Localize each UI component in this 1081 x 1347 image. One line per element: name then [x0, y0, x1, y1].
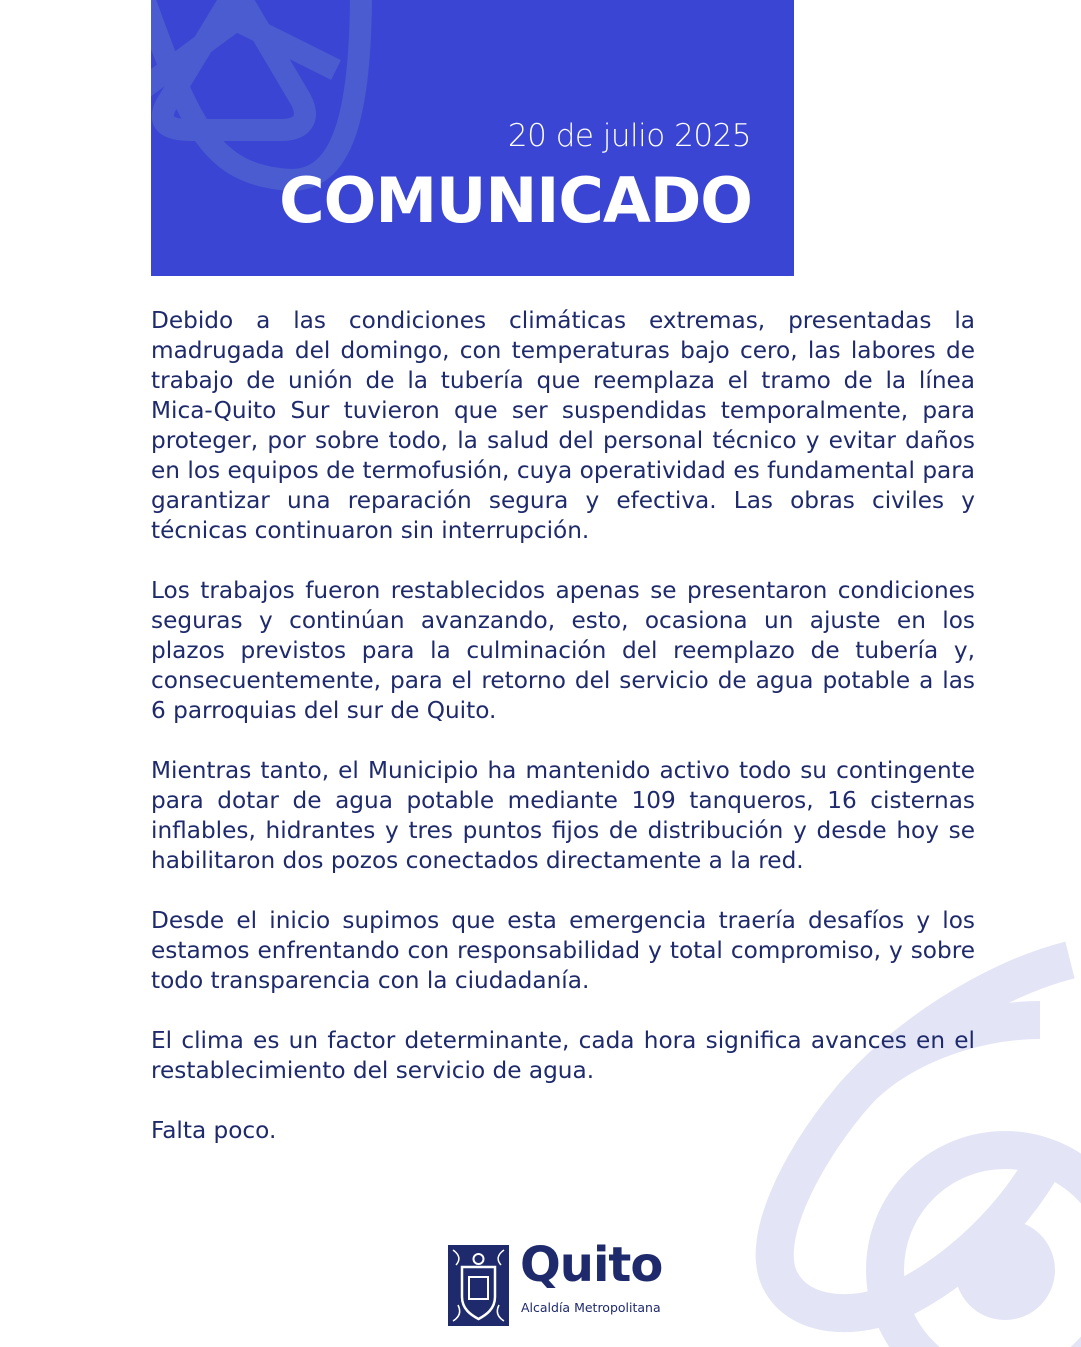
paragraph-4: Desde el inicio supimos que esta emergencia traería desafíos y los estamos enfrentando con responsabilidad y total compromiso, y sobre todo transparencia con la ciudadanía.: [151, 907, 975, 994]
logo-name: Quito: [520, 1237, 663, 1293]
page-title: COMUNICADO: [279, 164, 752, 237]
paragraph-3: Mientras tanto, el Municipio ha mantenido activo todo su contingente para dotar de agua potable mediante 109 tanqueros, 16 cisternas inflables, hidrantes y tres puntos fijos de distribución y desde hoy se habilitaron dos pozos conectados directamente a la red.: [151, 757, 975, 874]
date-label: 20 de julio 2025: [507, 118, 751, 154]
statement-body: [151, 306, 975, 1176]
logo-subtitle: Alcaldía Metropolitana: [521, 1300, 661, 1315]
paragraph-6: Falta poco.: [151, 1117, 277, 1144]
paragraph-2: Los trabajos fueron restablecidos apenas se presentaron condiciones seguras y continúan avanzando, esto, ocasiona un ajuste en los plazos previstos para la culminación del reemplazo de tubería y, consecuentemente, para el retorno del servicio de agua potable a las 6 parroquias del sur de Quito.: [151, 577, 975, 724]
coat-of-arms-icon: [448, 1245, 509, 1326]
header-banner: [151, 0, 794, 276]
paragraph-1: Debido a las condiciones climáticas extremas, presentadas la madrugada del domingo, con temperaturas bajo cero, las labores de trabajo de unión de la tubería que reemplaza el tramo de la línea Mica-Quito Sur tuvieron que ser suspendidas temporalmente, para proteger, por sobre todo, la salud del personal técnico y evitar daños en los equipos de termofusión, cuya operatividad es fundamental para garantizar una reparación segura y efectiva. Las obras civiles y técnicas continuaron sin interrupción.: [151, 307, 975, 544]
paragraph-5: El clima es un factor determinante, cada hora significa avances en el restablecimiento del servicio de agua.: [151, 1027, 975, 1084]
quito-logo: [448, 1237, 678, 1327]
